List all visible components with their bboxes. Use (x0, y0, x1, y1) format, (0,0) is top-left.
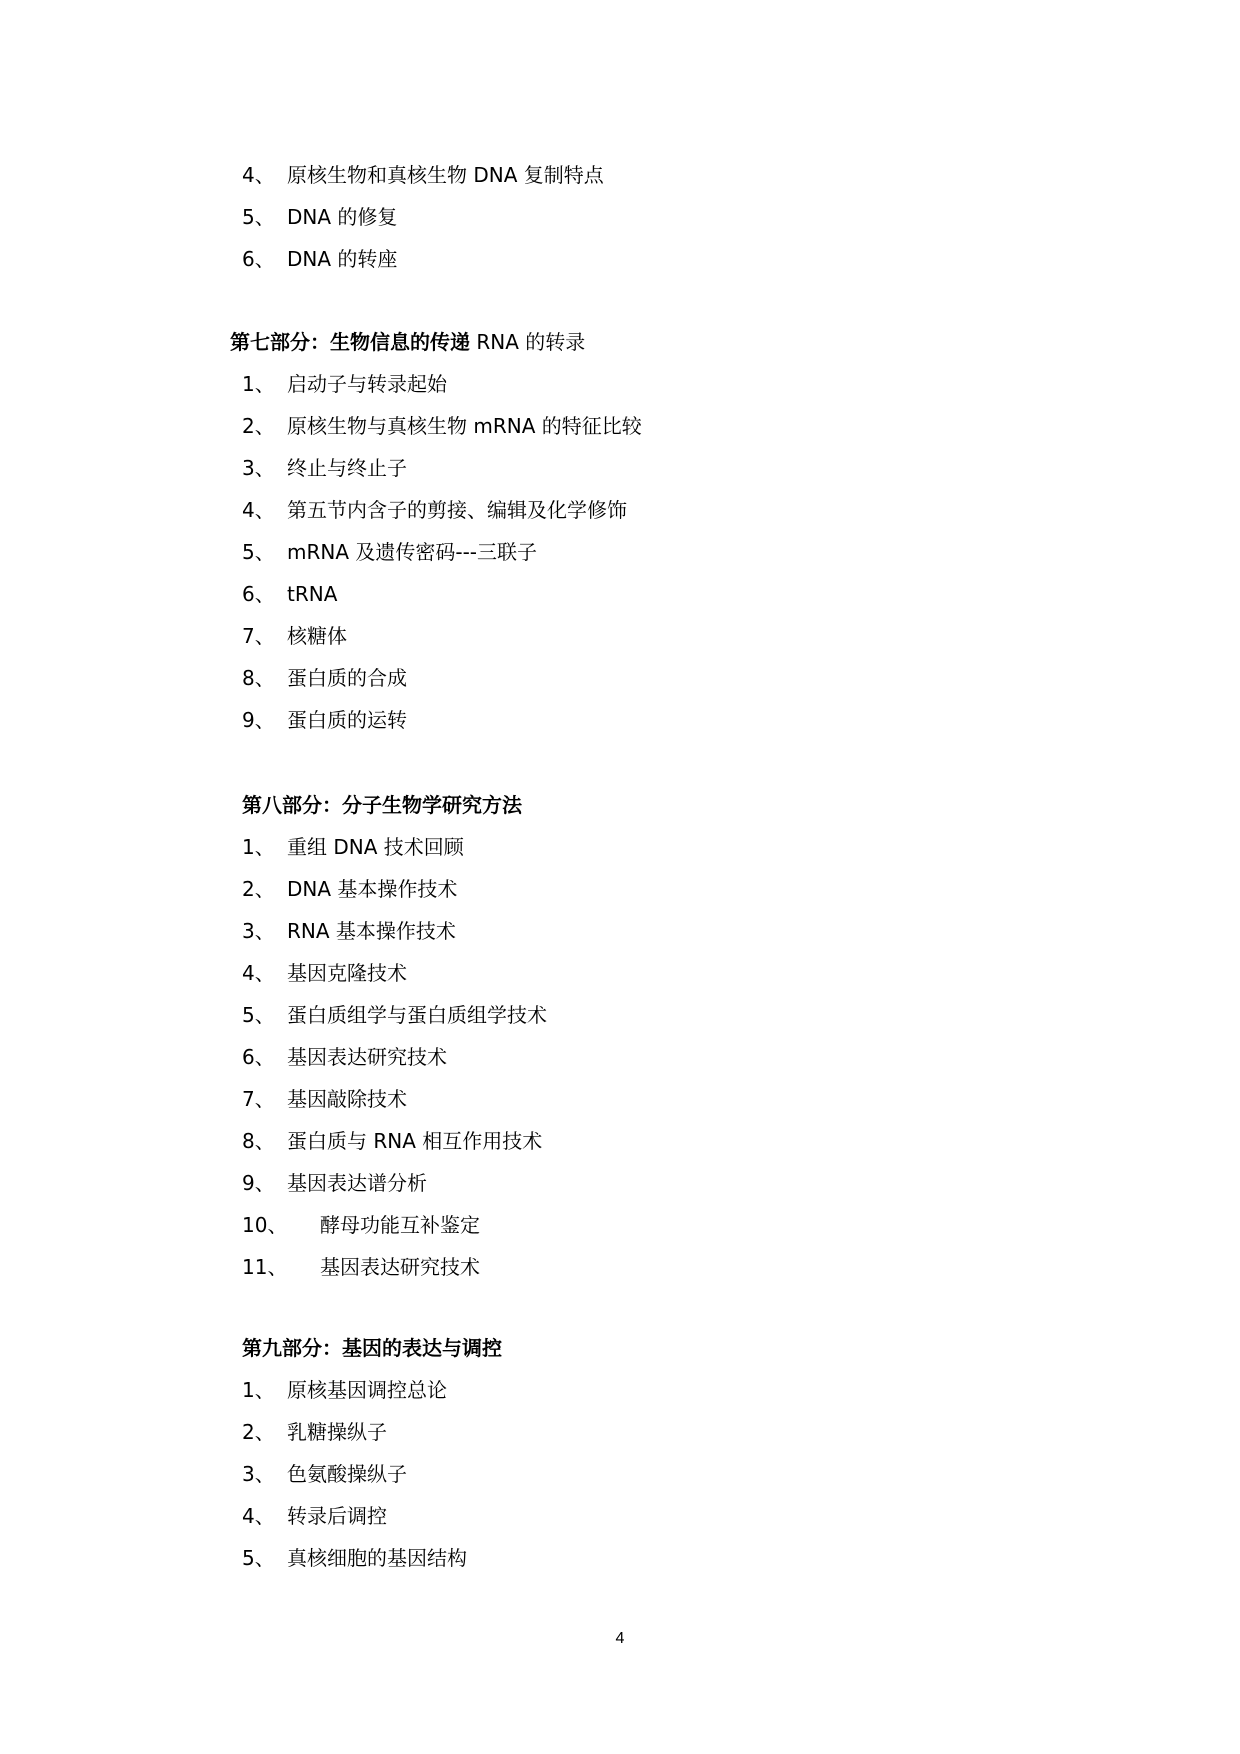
list-item-text: 启动子与转录起始 (287, 372, 447, 396)
list-item-number: 2、 (242, 877, 275, 901)
list-item-number: 7、 (242, 1087, 275, 1111)
page-number: 4 (615, 1630, 625, 1647)
list-item-number: 2、 (242, 414, 275, 438)
list-item-number: 3、 (242, 1462, 275, 1486)
section-heading-rest: RNA 的转录 (470, 330, 586, 354)
list-item-number: 4、 (242, 961, 275, 985)
list-item-number: 3、 (242, 919, 275, 943)
section-heading (242, 788, 522, 822)
list-item-number: 8、 (242, 666, 275, 690)
list-item-text: 基因表达谱分析 (287, 1171, 427, 1195)
list-item-text: 真核细胞的基因结构 (287, 1546, 467, 1570)
list-item-text: 重组 DNA 技术回顾 (287, 835, 464, 859)
list-item-number: 1、 (242, 372, 275, 396)
list-item-text: 原核生物与真核生物 mRNA 的特征比较 (287, 414, 642, 438)
list-item-number: 6、 (242, 582, 275, 606)
list-item-text: 核糖体 (287, 624, 347, 648)
list-item-number: 5、 (242, 1546, 275, 1570)
list-item-number: 5、 (242, 1003, 275, 1027)
list-item-number: 2、 (242, 1420, 275, 1444)
list-item-number: 4、 (242, 1504, 275, 1528)
list-item-text: 终止与终止子 (287, 456, 407, 480)
list-item-number: 4、 (242, 498, 275, 522)
list-item-number: 8、 (242, 1129, 275, 1153)
list-item-text: mRNA 及遗传密码---三联子 (287, 540, 538, 564)
section-heading-bold: 第九部分：基因的表达与调控 (242, 1336, 502, 1360)
section-heading (242, 1331, 502, 1365)
list-item-number: 4、 (242, 163, 275, 187)
list-item-number: 1、 (242, 1378, 275, 1402)
list-item-text: 蛋白质与 RNA 相互作用技术 (287, 1129, 543, 1153)
list-item-text: 蛋白质的运转 (287, 708, 407, 732)
list-item-number: 7、 (242, 624, 275, 648)
list-item-number: 1、 (242, 835, 275, 859)
list-item-text: 蛋白质的合成 (287, 666, 407, 690)
list-item-number: 5、 (242, 540, 275, 564)
list-item-text: DNA 的转座 (287, 247, 398, 271)
list-item-number: 6、 (242, 247, 275, 271)
list-item-text: 基因表达研究技术 (320, 1255, 480, 1279)
list-item-text: 原核基因调控总论 (287, 1378, 447, 1402)
list-item-text: 基因敲除技术 (287, 1087, 407, 1111)
list-item-text: 酵母功能互补鉴定 (320, 1213, 480, 1237)
list-item-text: 原核生物和真核生物 DNA 复制特点 (287, 163, 604, 187)
list-item-text: 色氨酸操纵子 (287, 1462, 407, 1486)
list-item-text: 乳糖操纵子 (287, 1420, 387, 1444)
list-item-text: DNA 基本操作技术 (287, 877, 458, 901)
list-item-number: 11、 (242, 1255, 288, 1279)
list-item-text: RNA 基本操作技术 (287, 919, 456, 943)
list-item-text: 蛋白质组学与蛋白质组学技术 (287, 1003, 547, 1027)
list-item-text: 第五节内含子的剪接、编辑及化学修饰 (287, 498, 627, 522)
section-heading-bold: 第七部分：生物信息的传递 (230, 330, 470, 354)
list-item-text: 基因克隆技术 (287, 961, 407, 985)
list-item-number: 10、 (242, 1213, 288, 1237)
list-item-text: 基因表达研究技术 (287, 1045, 447, 1069)
section-heading (230, 325, 585, 359)
list-item-number: 6、 (242, 1045, 275, 1069)
list-item-number: 9、 (242, 1171, 275, 1195)
list-item-text: tRNA (287, 582, 338, 606)
list-item-number: 3、 (242, 456, 275, 480)
list-item-text: DNA 的修复 (287, 205, 398, 229)
list-item-number: 5、 (242, 205, 275, 229)
section-heading-bold: 第八部分：分子生物学研究方法 (242, 793, 522, 817)
list-item-number: 9、 (242, 708, 275, 732)
list-item-text: 转录后调控 (287, 1504, 387, 1528)
